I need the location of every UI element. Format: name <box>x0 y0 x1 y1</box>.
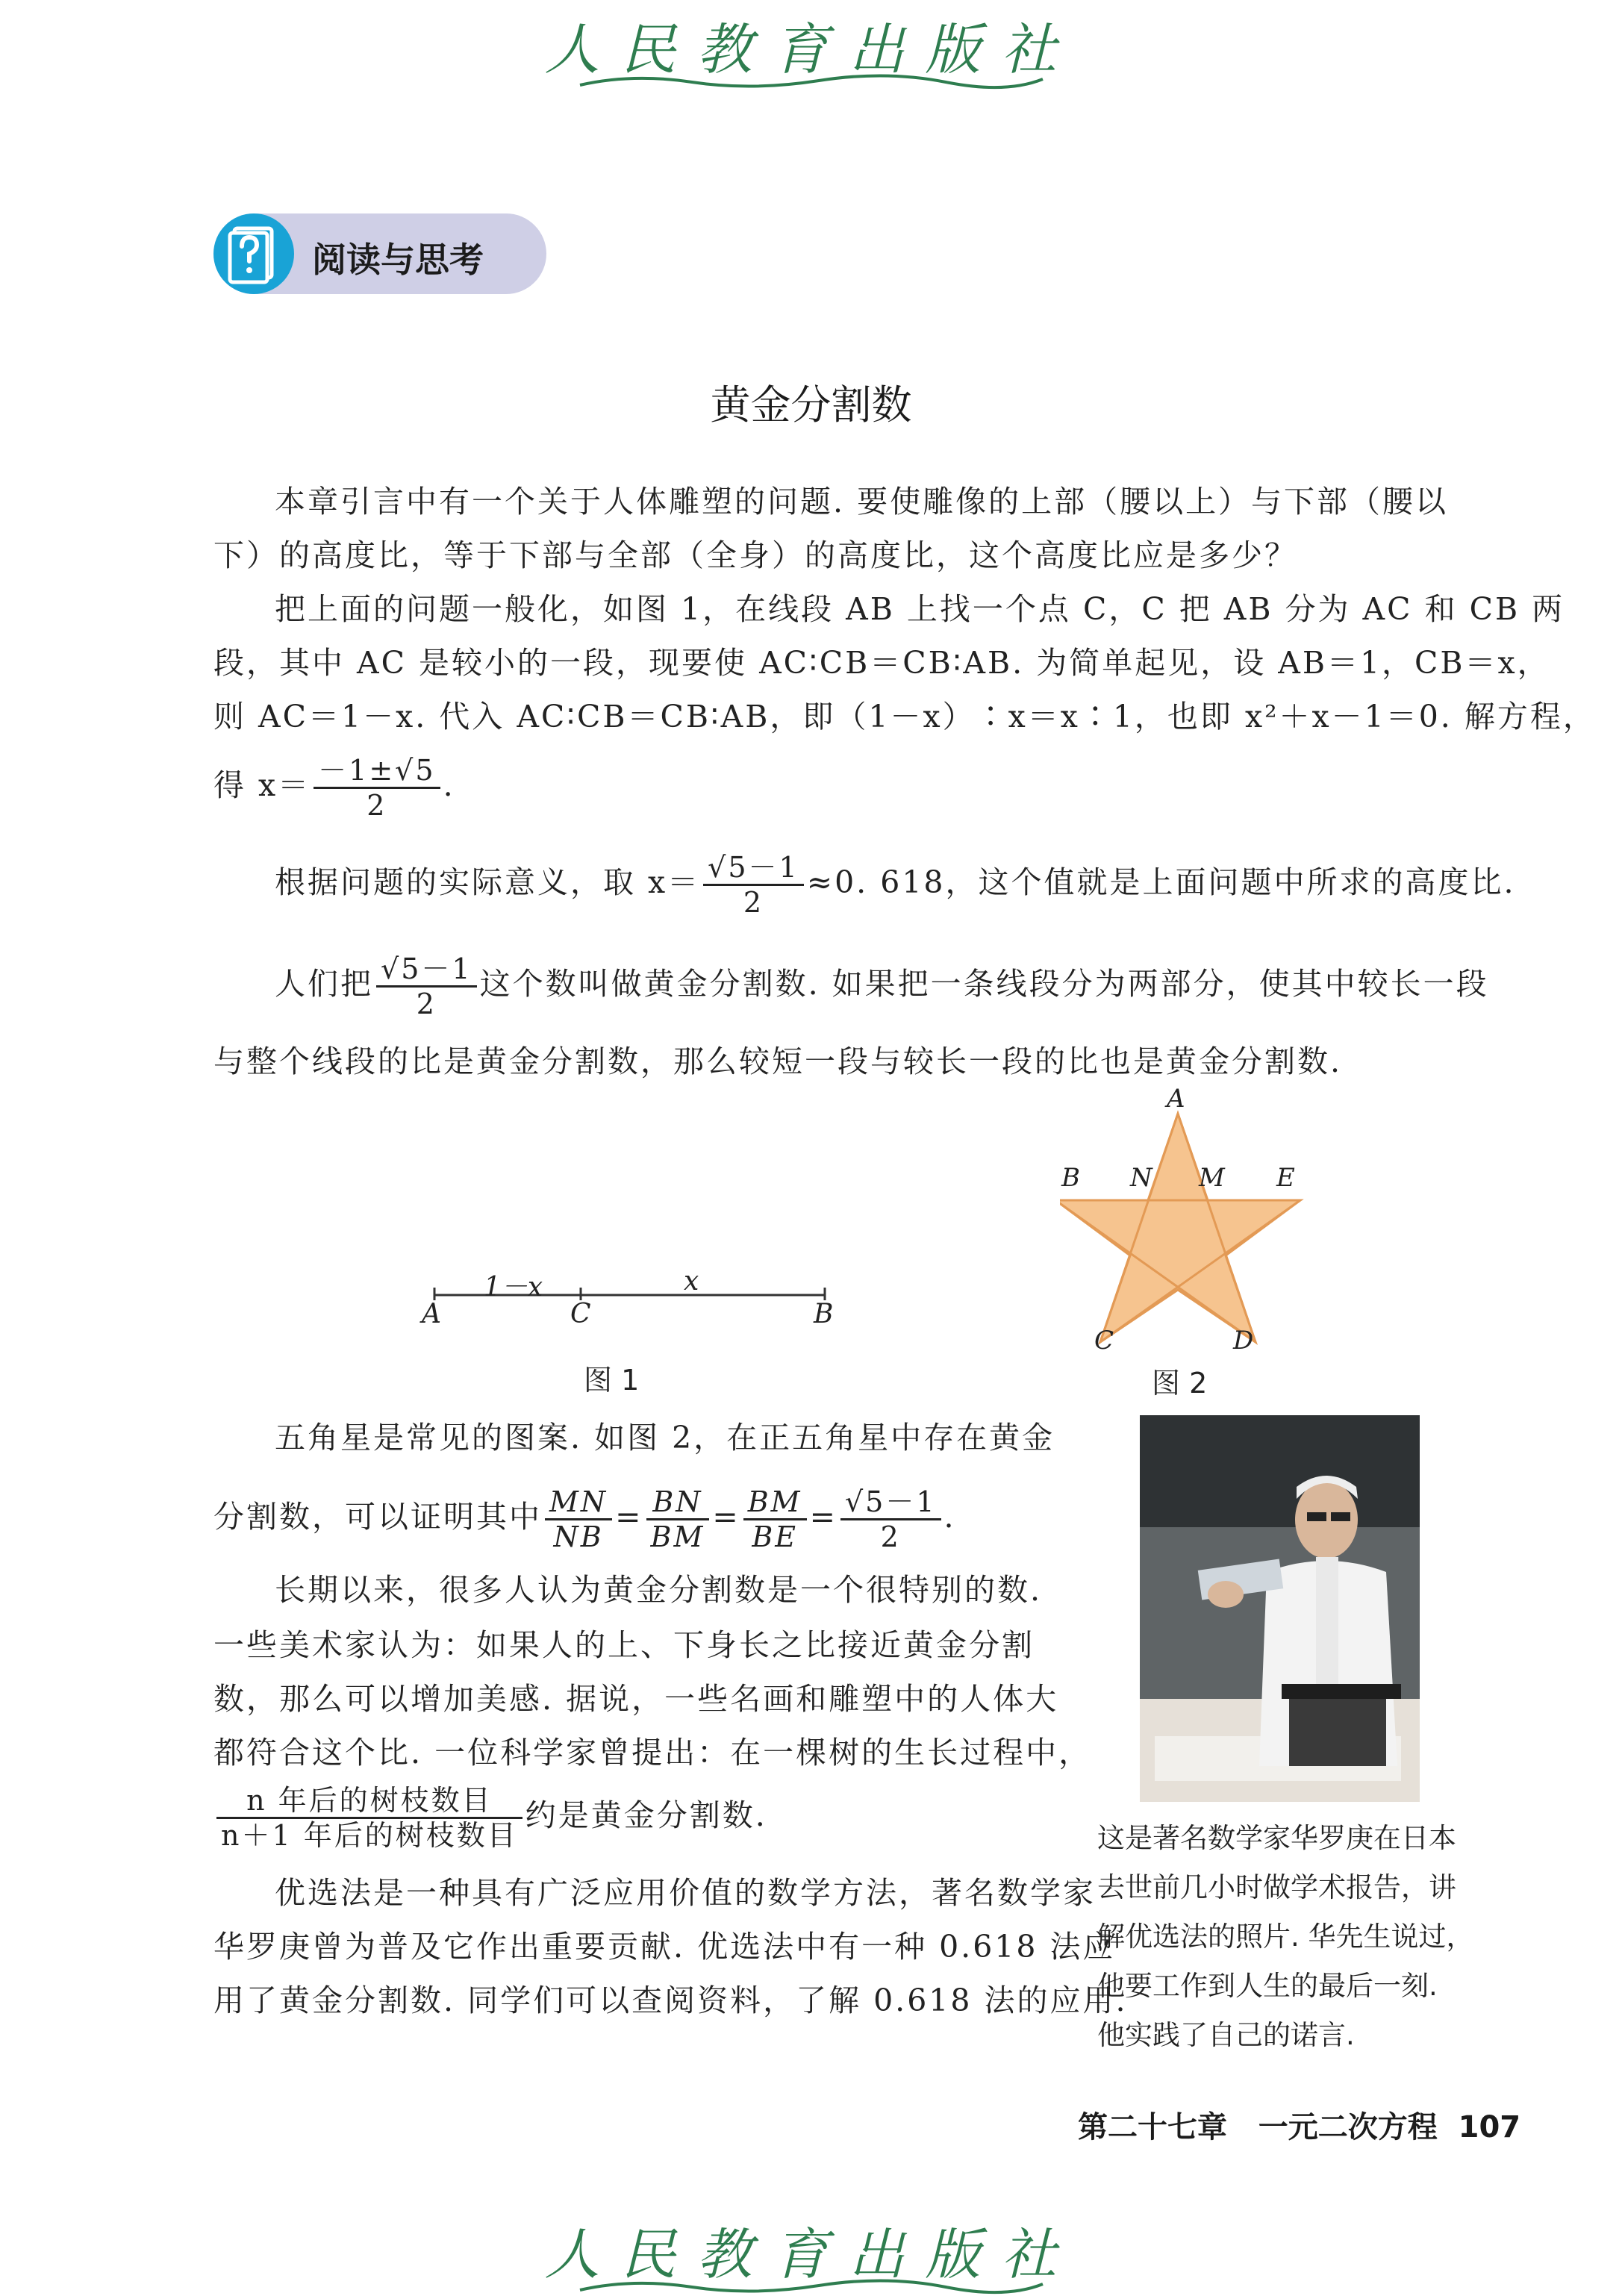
tree-branch-ratio-numerator: n 年后的树枝数目 <box>216 1784 523 1819</box>
solution-prefix: 得 x＝ <box>213 767 311 803</box>
photo-caption-line-2: 去世前几小时做学术报告，讲 <box>1097 1871 1456 1903</box>
paragraph-4-line-2: 与整个线段的比是黄金分割数，那么较短一段与较长一段的比也是黄金分割数. <box>213 1044 1343 1079</box>
figure-1-label-a: A <box>422 1299 441 1329</box>
golden-ratio-3-numerator: √5－1 <box>840 1485 941 1520</box>
golden-ratio-2-numerator: √5－1 <box>376 952 477 988</box>
ratio-bm-be-denominator: BE <box>752 1520 798 1553</box>
paragraph-2-line-3: 则 AC＝1－x. 代入 AC∶CB＝CB∶AB，即（1－x）∶x＝x∶1，也即 x²＋x－1＝0. 解方程， <box>213 699 1596 734</box>
section-label: 阅读与思考 <box>312 240 484 280</box>
paragraph-7-line-1: 优选法是一种具有广泛应用价值的数学方法，著名数学家 <box>275 1875 1096 1911</box>
paragraph-3 <box>275 851 1516 919</box>
paragraph-6-line-5 <box>213 1784 767 1852</box>
figure-2-label-c: C <box>1094 1326 1114 1356</box>
publisher-header-text: 人民教育出版社 <box>544 18 1078 82</box>
figure-2-caption: 图 2 <box>1152 1367 1208 1400</box>
figure-1-label-c: C <box>570 1299 591 1329</box>
paragraph-1-line-1: 本章引言中有一个关于人体雕塑的问题. 要使雕像的上部（腰以上）与下部（腰以 <box>275 484 1449 520</box>
paragraph-5-line-1: 五角星是常见的图案. 如图 2，在正五角星中存在黄金 <box>275 1420 1055 1456</box>
ratio-mn-nb-denominator: NB <box>553 1520 604 1553</box>
paragraph-1-line-2: 下）的高度比，等于下部与全部（全身）的高度比，这个高度比应是多少？ <box>213 537 1297 573</box>
question-book-icon <box>213 213 294 294</box>
photo-caption <box>1097 1814 1485 2060</box>
paragraph-2-line-4: 得 x＝ $\frac{-1\pm√5}{2}$ . <box>213 754 455 822</box>
photo-caption-line-1: 这是著名数学家华罗庚在日本 <box>1097 1822 1456 1854</box>
paragraph-6-line-1: 长期以来，很多人认为黄金分割数是一个很特别的数. <box>275 1572 1043 1608</box>
figure-2-label-m: M <box>1199 1163 1225 1193</box>
paragraph-4-prefix: 人们把 <box>275 966 373 1002</box>
paragraph-6-line-2: 一些美术家认为：如果人的上、下身长之比接近黄金分割 <box>213 1627 1035 1663</box>
paragraph-5-prefix: 分割数，可以证明其中 <box>213 1499 542 1535</box>
figure-2-label-e: E <box>1276 1163 1295 1193</box>
figure-2-label-b: B <box>1061 1163 1080 1193</box>
golden-ratio-fraction-3 <box>840 1485 941 1553</box>
paragraph-7-line-3: 用了黄金分割数. 同学们可以查阅资料，了解 0.618 法的应用. <box>213 1983 1128 2018</box>
figure-1-caption: 图 1 <box>584 1364 640 1397</box>
paragraph-7-line-2: 华罗庚曾为普及它作出重要贡献. 优选法中有一种 0.618 法应 <box>213 1929 1116 1965</box>
paragraph-4-line-1 <box>275 952 1489 1020</box>
ratio-bm-be <box>743 1485 807 1553</box>
golden-ratio-fraction <box>703 851 804 919</box>
tree-branch-ratio <box>216 1784 523 1852</box>
ratio-bn-bm-numerator: BN <box>646 1485 710 1520</box>
figure-1-label-1-minus-x: 1－x <box>484 1272 543 1303</box>
paragraph-6-line-3: 数，那么可以增加美感. 据说，一些名画和雕塑中的人体大 <box>213 1681 1059 1717</box>
page-footer <box>1078 2103 1520 2146</box>
paragraph-3-suffix: ≈0. 618，这个值就是上面问题中所求的高度比. <box>806 864 1516 900</box>
publisher-footer <box>0 2211 1622 2296</box>
page-title: 黄金分割数 <box>710 381 912 428</box>
figure-2-label-a: A <box>1167 1084 1185 1114</box>
photo-caption-line-5: 他实践了自己的诺言. <box>1097 2019 1355 2051</box>
ratio-bn-bm-denominator: BM <box>650 1520 705 1553</box>
figure-2-label-d: D <box>1233 1326 1254 1356</box>
hua-luogeng-photo <box>1140 1415 1420 1802</box>
publisher-footer-text: 人民教育出版社 <box>544 2223 1078 2287</box>
golden-ratio-2-denominator: 2 <box>416 988 437 1020</box>
figure-2-label-n: N <box>1130 1163 1152 1193</box>
paragraph-6-suffix: 约是黄金分割数. <box>525 1797 767 1833</box>
figure-1-label-x: x <box>684 1266 699 1297</box>
solution-fraction-numerator: －1±√5 <box>314 754 440 789</box>
ratio-mn-nb <box>545 1485 612 1553</box>
photo-caption-line-4: 他要工作到人生的最后一刻. <box>1097 1970 1438 2002</box>
ratio-mn-nb-numerator: MN <box>545 1485 612 1520</box>
paragraph-2-line-1: 把上面的问题一般化，如图 1，在线段 AB 上找一个点 C，C 把 AB 分为 AC 和 CB 两 <box>275 591 1565 627</box>
golden-ratio-denominator: 2 <box>743 886 764 919</box>
photo-caption-line-3: 解优选法的照片. 华先生说过， <box>1097 1921 1474 1953</box>
golden-ratio-fraction-2 <box>376 952 477 1020</box>
footer-chapter-title: 一元二次方程 <box>1258 2110 1438 2144</box>
tree-branch-ratio-denominator: n＋1 年后的树枝数目 <box>221 1819 518 1852</box>
paragraph-5-line-2: 分割数，可以证明其中 $\frac{MN}{NB}$ = $\frac{BN}{BM}$ = $\frac{BM}{BE}$ = $\frac{√5-1}{2}$ . <box>213 1485 956 1553</box>
paragraph-2-line-2: 段，其中 AC 是较小的一段，现要使 AC∶CB＝CB∶AB. 为简单起见，设 AB＝1，CB＝x， <box>213 645 1550 681</box>
figure-1-label-b: B <box>814 1299 834 1329</box>
paragraph-3-prefix: 根据问题的实际意义，取 x＝ <box>275 864 701 900</box>
page-number: 107 <box>1458 2110 1521 2144</box>
solution-fraction <box>314 754 440 822</box>
paragraph-4-suffix: 这个数叫做黄金分割数. 如果把一条线段分为两部分，使其中较长一段 <box>479 966 1489 1002</box>
golden-ratio-3-denominator: 2 <box>880 1520 901 1553</box>
golden-ratio-numerator: √5－1 <box>703 851 804 886</box>
ratio-bn-bm <box>646 1485 710 1553</box>
solution-fraction-denominator: 2 <box>366 789 387 822</box>
paragraph-6-line-4: 都符合这个比. 一位科学家曾提出：在一棵树的生长过程中， <box>213 1735 1092 1771</box>
footer-chapter: 第二十七章 <box>1078 2110 1227 2144</box>
publisher-header <box>0 6 1622 91</box>
ratio-bm-be-numerator: BM <box>743 1485 807 1520</box>
